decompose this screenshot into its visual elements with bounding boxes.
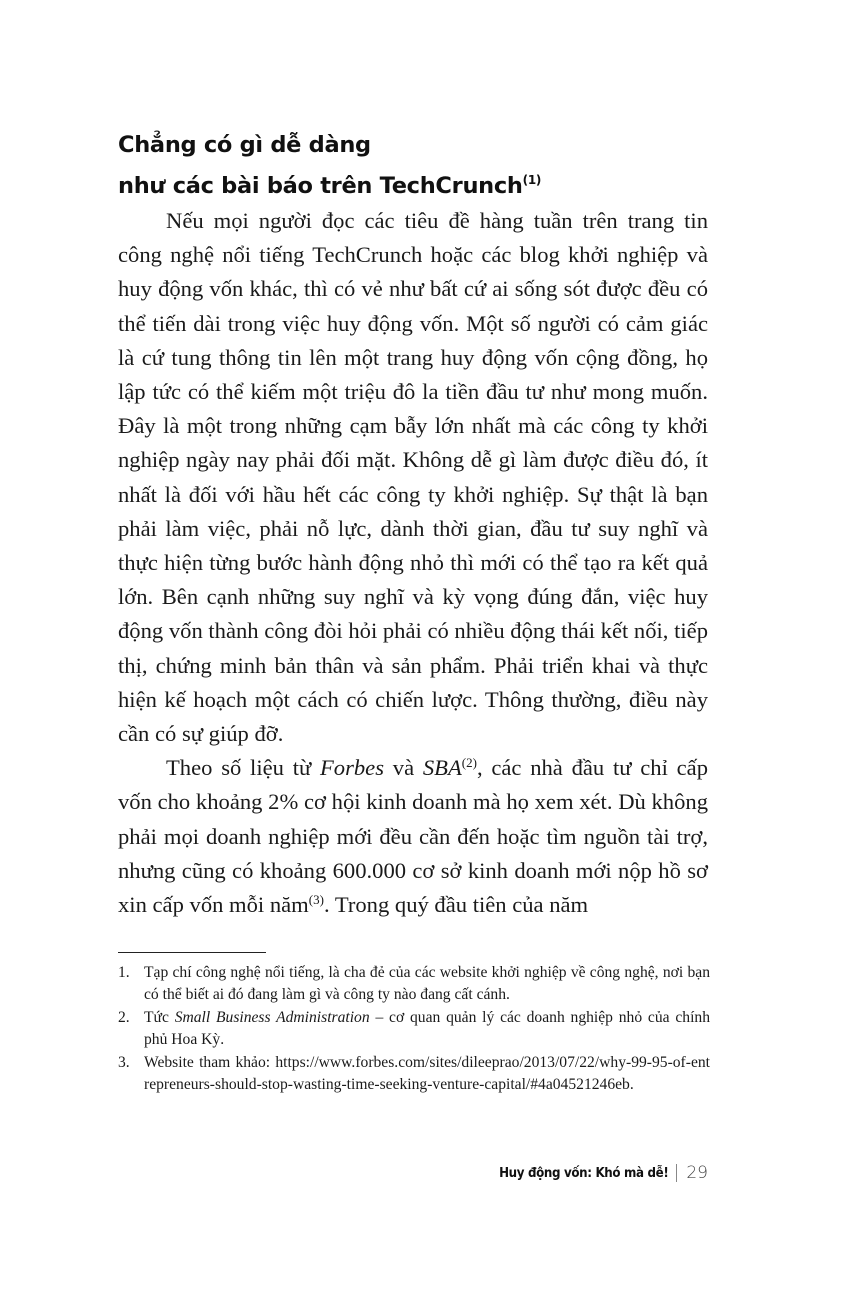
footnote-1 <box>118 962 710 1005</box>
paragraph-1: Nếu mọi người đọc các tiêu đề hàng tuần trên trang tin công nghệ nổi tiếng TechCrunch hoặc các blog khởi nghiệp và huy động vốn khác, thì có vẻ như bất cứ ai sống sót được đều có thể tiến dài trong việc huy động vốn. Một số người có cảm giác là cứ tung thông tin lên một trang huy động vốn cộng đồng, họ lập tức có thể kiếm một triệu đô la tiền đầu tư như mong muốn. Đây là một trong những cạm bẫy lớn nhất mà các công ty khởi nghiệp ngày nay phải đối mặt. Không dễ gì làm được điều đó, ít nhất là đối với hầu hết các công ty khởi nghiệp. Sự thật là bạn phải làm việc, phải nỗ lực, dành thời gian, đầu tư suy nghĩ và thực hiện từng bước hành động nhỏ thì mới có thể tạo ra kết quả lớn. Bên cạnh những suy nghĩ và kỳ vọng đúng đắn, việc huy động vốn thành công đòi hỏi phải có nhiều động thái kết nối, tiếp thị, chứng minh bản thân và sản phẩm. Phải triển khai và thực hiện kế hoạch một cách có chiến lược. Thông thường, điều này cần có sự giúp đỡ. <box>118 208 708 747</box>
footnote-number: 1. <box>118 964 130 981</box>
footnote-number: 3. <box>118 1054 130 1071</box>
footnote-ref-3[interactable]: (3) <box>308 892 324 908</box>
heading-line-2-text: như các bài báo trên TechCrunch <box>118 173 523 199</box>
sba-italic: SBA <box>422 755 462 781</box>
p2-text-1: Theo số liệu từ <box>166 755 320 781</box>
fn2-prefix: Tức <box>144 1009 175 1026</box>
paragraph-2 <box>118 751 708 922</box>
footnote-2 <box>118 1007 710 1050</box>
fn2-suffix: – cơ quan quản lý các doanh nghiệp nhỏ của chính phủ Hoa Kỳ. <box>144 1009 711 1048</box>
running-title: Huy động vốn: Khó mà dễ! <box>499 1165 669 1181</box>
heading-line-2 <box>118 163 541 204</box>
p2-text-4: . Trong quý đầu tiên của năm <box>323 892 589 918</box>
footnote-3 <box>118 1052 710 1095</box>
body-text <box>118 204 708 922</box>
section-heading <box>118 128 541 204</box>
fn2-italic: Small Business Administration <box>174 1009 370 1026</box>
p2-text-3: , các nhà đầu tư chỉ cấp vốn cho khoảng 2% cơ hội kinh doanh mà họ xem xét. Dù không phải mọi doanh nghiệp mới đều cần đến hoặc tìm nguồn tài trợ, nhưng cũng có khoảng 600.000 cơ sở kinh doanh mới nộp hồ sơ xin cấp vốn mỗi năm <box>118 755 708 918</box>
heading-line-1: Chẳng có gì dễ dàng <box>118 132 371 158</box>
page-number: 29 <box>686 1163 708 1183</box>
footnote-text: Tạp chí công nghệ nổi tiếng, là cha đẻ của các website khởi nghiệp về công nghệ, nơi bạn có thể biết ai đó đang làm gì và công ty nào đang cất cánh. <box>144 964 710 1003</box>
footnote-ref-2[interactable]: (2) <box>461 755 477 771</box>
page-footer <box>476 1163 708 1183</box>
footer-separator <box>676 1164 677 1182</box>
footnotes <box>118 962 710 1097</box>
forbes-italic: Forbes <box>319 755 384 781</box>
footnote-ref-1[interactable]: (1) <box>522 173 542 187</box>
footnote-number: 2. <box>118 1009 130 1026</box>
footnote-text <box>144 1007 710 1050</box>
footnote-divider <box>118 952 266 953</box>
p2-text-2: và <box>384 755 423 781</box>
footnote-link-text[interactable]: Website tham khảo: https://www.forbes.com/sites/dileeprao/2013/07/22/why-99-95-of-entrepreneurs-should-stop-wasting-time-seeking-venture-capital/#4a04521246eb. <box>144 1054 710 1093</box>
